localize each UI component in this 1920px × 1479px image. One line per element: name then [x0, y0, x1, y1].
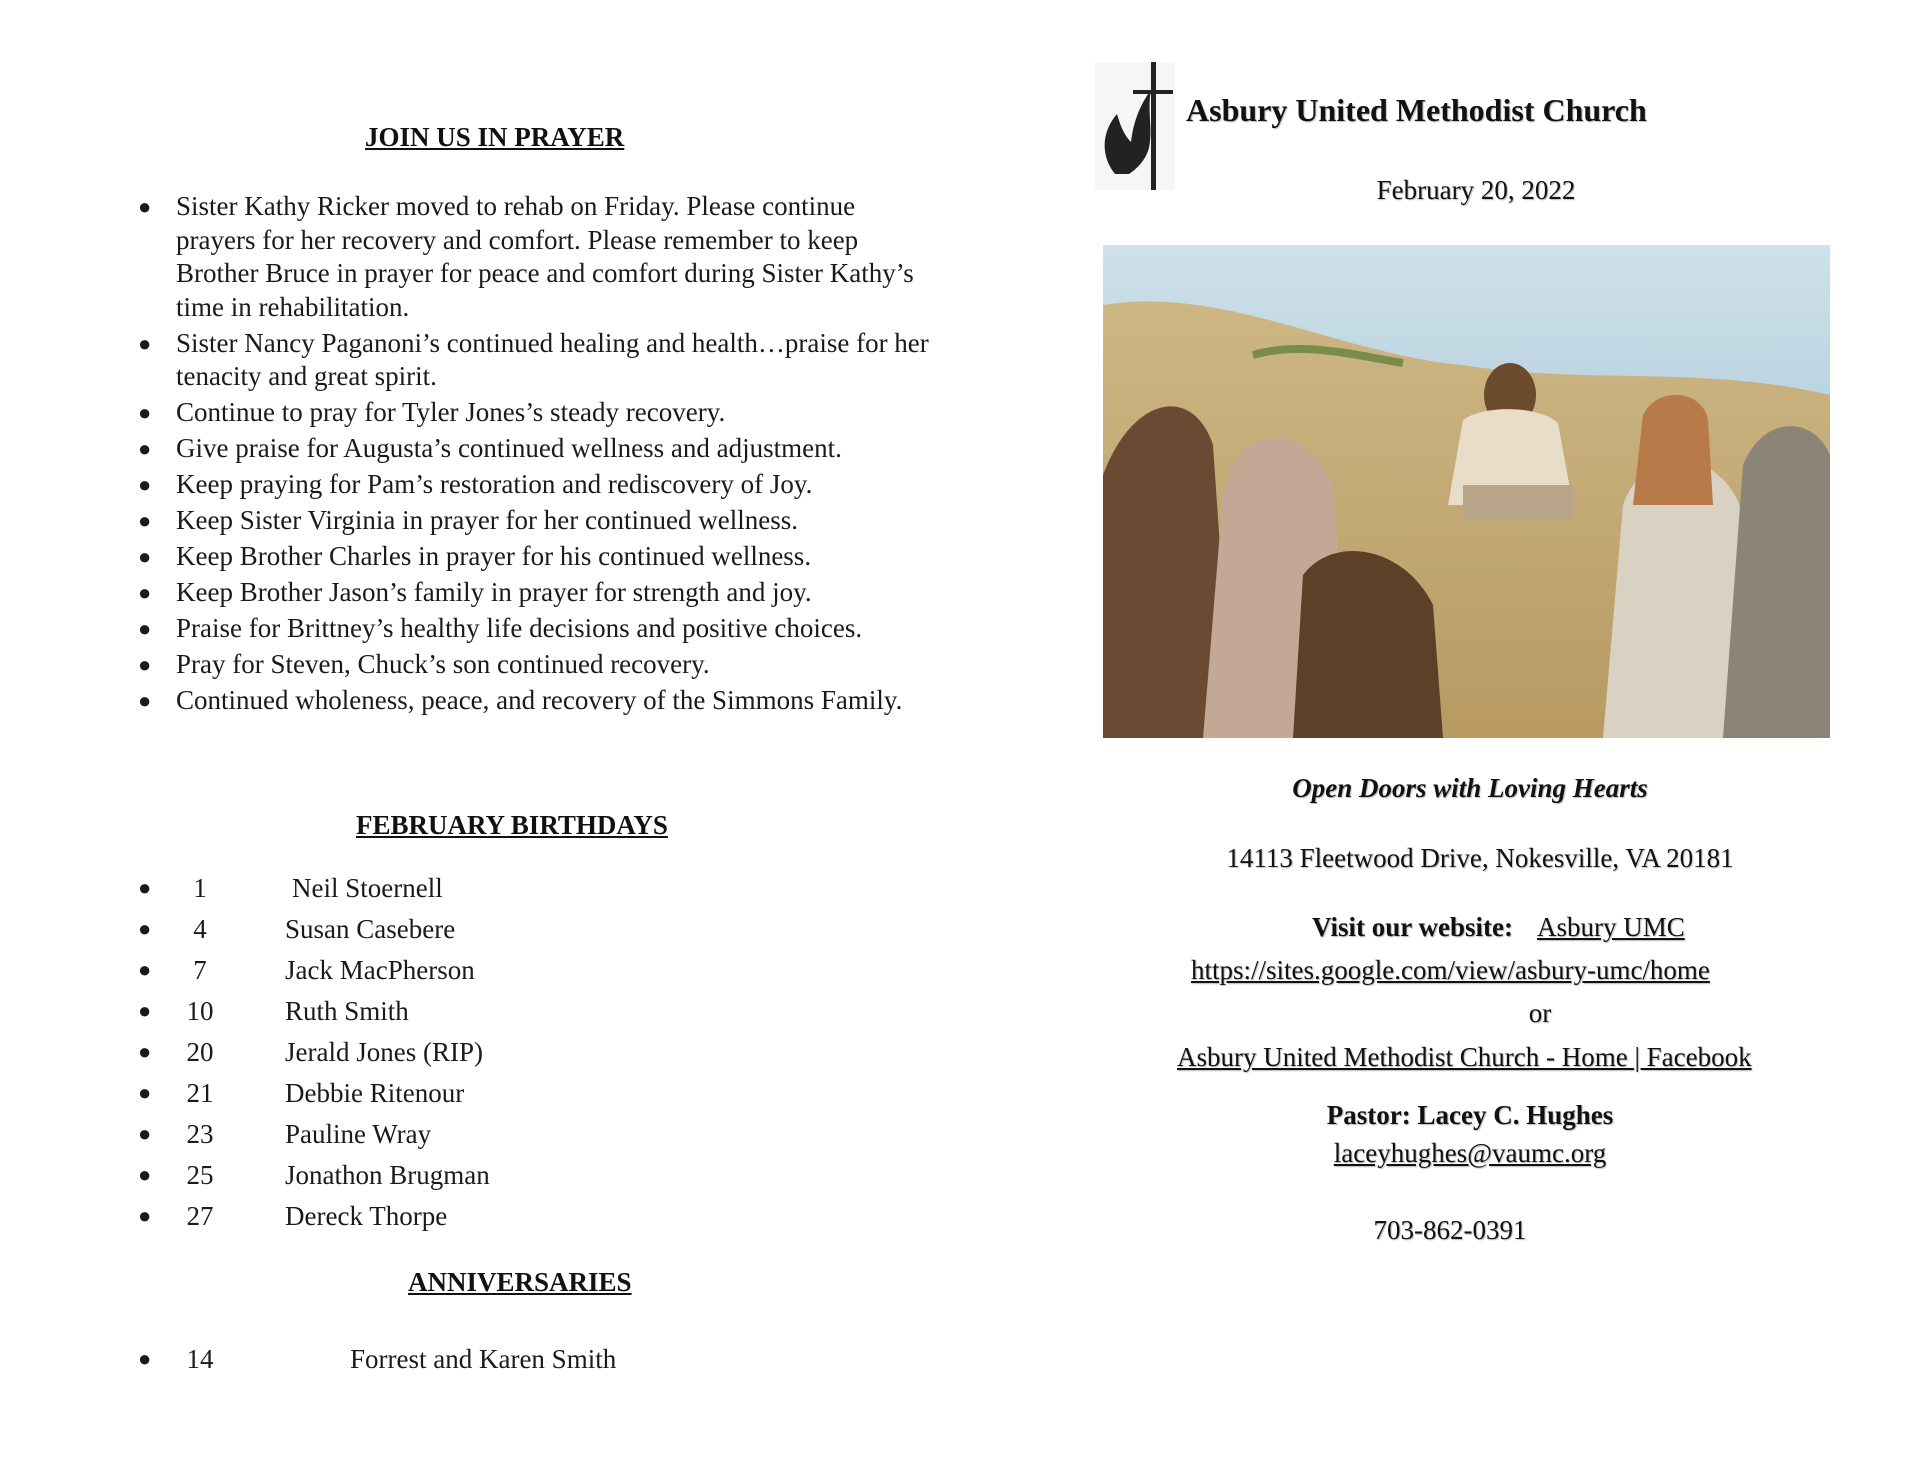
- bullet-dot-icon: ●: [138, 1346, 152, 1371]
- bullet-dot-icon: ●: [138, 1039, 152, 1064]
- bullet-dot-icon: ●: [138, 688, 152, 713]
- list-item: ● Praise for Brittney’s healthy life decisions and positive choices.: [130, 612, 930, 646]
- bullet-dot-icon: ●: [138, 1162, 152, 1187]
- list-item: ● Continued wholeness, peace, and recovery of the Simmons Family.: [130, 684, 930, 718]
- church-name: Asbury United Methodist Church: [1186, 92, 1647, 128]
- facebook-link[interactable]: Asbury United Methodist Church - Home | Facebook: [1177, 1042, 1752, 1072]
- website-label: Visit our website:: [1312, 912, 1513, 942]
- bullet-dot-icon: ●: [138, 616, 152, 641]
- bullet-dot-icon: ●: [138, 916, 152, 941]
- bullet-dot-icon: ●: [138, 1121, 152, 1146]
- cross-and-flame-icon: [1095, 62, 1175, 190]
- bullet-dot-icon: ●: [138, 330, 152, 356]
- website-line: [1312, 912, 1685, 943]
- bullet-dot-icon: ●: [138, 580, 152, 605]
- list-item: ● Keep praying for Pam’s restoration and rediscovery of Joy.: [130, 468, 930, 502]
- bullet-dot-icon: ●: [138, 998, 152, 1023]
- list-item: ● Give praise for Augusta’s continued wellness and adjustment.: [130, 432, 930, 466]
- phone-number: 703-862-0391: [1373, 1215, 1527, 1245]
- list-item: ● Keep Sister Virginia in prayer for her continued wellness.: [130, 504, 930, 538]
- website-url-link[interactable]: https://sites.google.com/view/asbury-umc/home: [1191, 955, 1710, 985]
- bullet-dot-icon: ●: [138, 957, 152, 982]
- cover-photo: [1103, 245, 1830, 738]
- bullet-dot-icon: ●: [138, 436, 152, 461]
- birthdays-heading: FEBRUARY BIRTHDAYS: [356, 810, 668, 840]
- pastor-name: Pastor: Lacey C. Hughes: [1326, 1100, 1614, 1130]
- or-text: or: [1528, 998, 1552, 1028]
- bullet-dot-icon: ●: [138, 652, 152, 677]
- list-item: ● Keep Brother Jason’s family in prayer for strength and joy.: [130, 576, 930, 610]
- list-item: ● Sister Kathy Ricker moved to rehab on Friday. Please continue prayers for her recovery and comfort. Please remember to keep Brother Bruce in prayer for peace and comfort during Sister Kathy’s time in rehabilitation.: [138, 191, 914, 322]
- bullet-dot-icon: ●: [138, 508, 152, 533]
- list-item: ● Sister Nancy Paganoni’s continued healing and health…praise for her tenacity and great spirit.: [138, 327, 929, 391]
- email-link[interactable]: laceyhughes@vaumc.org: [1333, 1138, 1607, 1168]
- bullet-dot-icon: ●: [138, 1203, 152, 1228]
- prayer-heading: JOIN US IN PRAYER: [365, 122, 625, 152]
- tagline: Open Doors with Loving Hearts: [1292, 773, 1648, 803]
- bullet-dot-icon: ●: [138, 472, 152, 497]
- bullet-dot-icon: ●: [138, 194, 152, 219]
- list-item: ● Pray for Steven, Chuck’s son continued recovery.: [130, 648, 930, 682]
- list-item: ● Keep Brother Charles in prayer for his continued wellness.: [130, 540, 930, 574]
- address: 14113 Fleetwood Drive, Nokesville, VA 20181: [1226, 843, 1734, 873]
- anniversaries-heading: ANNIVERSARIES: [408, 1267, 632, 1297]
- list-item: ● Continue to pray for Tyler Jones’s steady recovery.: [130, 396, 930, 430]
- website-link[interactable]: Asbury UMC: [1537, 912, 1685, 942]
- bulletin-date: February 20, 2022: [1376, 175, 1576, 205]
- bullet-dot-icon: ●: [138, 1080, 152, 1105]
- prayer-list: [130, 190, 930, 720]
- bullet-dot-icon: ●: [138, 400, 152, 425]
- bullet-dot-icon: ●: [138, 875, 152, 900]
- bullet-dot-icon: ●: [138, 544, 152, 569]
